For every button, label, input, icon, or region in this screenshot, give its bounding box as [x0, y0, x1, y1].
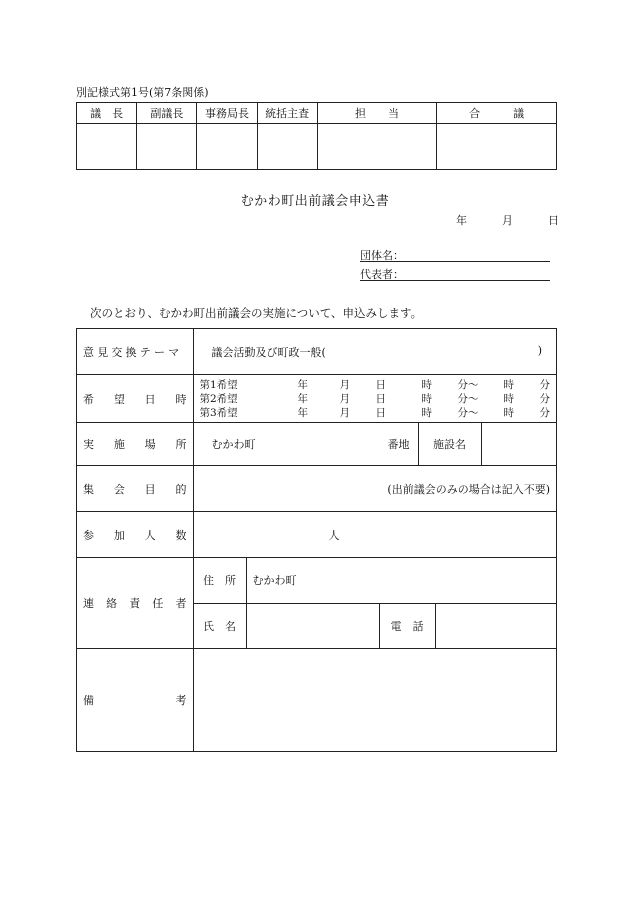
place-banchi-cell	[380, 423, 419, 465]
approval-header: 合 議	[437, 103, 557, 124]
theme-value: 議会活動及び町政一般(	[211, 345, 326, 359]
facility-label-cell	[418, 423, 481, 465]
participants-label-char: 人	[144, 528, 156, 542]
theme-label-cell	[77, 329, 194, 375]
remarks-label-char: 考	[175, 694, 187, 707]
participants-label-char: 数	[175, 528, 187, 542]
theme-label: 意見交換テーマ	[83, 345, 183, 359]
contact-name-field[interactable]	[246, 603, 379, 648]
phone-label: 電 話	[390, 619, 424, 633]
date-option-name: 第2希望	[199, 392, 238, 405]
unit-hour: 時	[421, 406, 432, 419]
approval-stamp-box[interactable]	[137, 124, 197, 170]
page-title: むかわ町出前議会申込書	[240, 194, 390, 209]
address-field[interactable]	[246, 558, 556, 603]
place-town: むかわ町	[211, 438, 256, 451]
purpose-label-cell	[77, 466, 194, 512]
approval-header: 副議長	[137, 103, 197, 124]
unit-year: 年	[297, 406, 308, 419]
address-value: むかわ町	[252, 574, 297, 588]
approval-stamp-box[interactable]	[317, 124, 437, 170]
unit-minute: 分	[539, 406, 550, 419]
contact-label-char: 任	[152, 597, 164, 610]
unit-month: 月	[339, 406, 350, 419]
representative-field[interactable]	[360, 266, 550, 281]
date-day-label: 日	[548, 214, 559, 227]
date-option-row[interactable]	[194, 378, 557, 392]
group-name-field[interactable]	[360, 247, 550, 262]
place-label-char: 施	[113, 438, 125, 451]
purpose-note: (出前議会のみの場合は記入不要)	[387, 482, 550, 496]
contact-label-char: 責	[129, 597, 141, 610]
approval-stamp-box[interactable]	[197, 124, 257, 170]
theme-value-cell[interactable]	[193, 329, 557, 375]
unit-day: 日	[375, 378, 386, 391]
dates-label-char: 時	[175, 392, 187, 406]
approval-header: 議 長	[77, 103, 137, 124]
approval-header: 担 当	[317, 103, 437, 124]
approval-stamp-box[interactable]	[77, 124, 137, 170]
unit-minute: 分	[539, 392, 550, 405]
place-label-char: 実	[83, 438, 94, 451]
address-label: 住 所	[203, 574, 236, 588]
contact-label-char: 者	[175, 597, 187, 610]
unit-hour: 時	[421, 392, 432, 405]
approval-header: 事務局長	[197, 103, 257, 124]
place-label-char: 場	[144, 438, 156, 451]
dates-label-char: 望	[113, 392, 125, 406]
unit-hour: 時	[421, 378, 432, 391]
place-banchi-label: 番地	[387, 438, 410, 451]
unit-month: 月	[339, 392, 350, 405]
date-option-name: 第3希望	[199, 406, 238, 419]
place-value-cell	[193, 423, 557, 466]
application-table	[76, 328, 557, 752]
address-label-cell	[194, 558, 247, 603]
approval-header: 統括主査	[257, 103, 317, 124]
participants-label-char: 参	[83, 528, 94, 542]
participants-unit: 人	[328, 528, 340, 542]
form-reference: 別記様式第1号(第7条関係)	[76, 86, 209, 99]
dates-label-char: 希	[83, 392, 94, 406]
unit-minute: 分	[539, 378, 550, 391]
name-label-cell	[194, 603, 247, 648]
unit-day: 日	[375, 392, 386, 405]
place-address-field[interactable]	[194, 423, 380, 465]
theme-close: )	[537, 343, 542, 357]
dates-label-cell	[77, 375, 194, 423]
participants-value-cell[interactable]	[193, 512, 557, 558]
unit-minute-to: 分〜	[457, 378, 479, 391]
date-line	[456, 212, 559, 228]
purpose-value-cell[interactable]	[193, 466, 557, 512]
contact-label-cell	[77, 558, 194, 649]
phone-field[interactable]	[435, 603, 556, 648]
approval-stamp-box[interactable]	[437, 124, 557, 170]
dates-value-cell[interactable]	[193, 375, 557, 423]
phone-label-cell	[379, 603, 435, 648]
unit-year: 年	[297, 378, 308, 391]
unit-hour: 時	[503, 378, 514, 391]
date-option-name: 第1希望	[199, 378, 238, 391]
name-label: 氏 名	[203, 619, 236, 633]
unit-minute-to: 分〜	[457, 392, 479, 405]
unit-hour: 時	[503, 392, 514, 405]
contact-label-char: 連	[83, 597, 94, 610]
facility-name-field[interactable]	[481, 423, 556, 465]
facility-label: 施設名	[433, 438, 466, 451]
purpose-label-char: 集	[83, 482, 94, 496]
purpose-label-char: 的	[175, 482, 187, 496]
participants-label-char: 加	[113, 528, 125, 542]
unit-day: 日	[375, 406, 386, 419]
remarks-label-char: 備	[83, 694, 94, 707]
date-year-label: 年	[456, 214, 467, 227]
unit-minute-to: 分〜	[457, 406, 479, 419]
representative-label: 代表者：	[360, 268, 404, 281]
group-name-label: 団体名：	[360, 249, 404, 262]
approval-stamp-box[interactable]	[257, 124, 317, 170]
purpose-label-char: 会	[113, 482, 125, 496]
date-option-row[interactable]	[194, 406, 557, 420]
approval-table	[76, 102, 557, 170]
contact-value-cell	[193, 558, 557, 649]
intro-text: 次のとおり、むかわ町出前議会の実施について、申込みします。	[90, 306, 423, 320]
place-label-cell	[77, 423, 194, 466]
unit-month: 月	[339, 378, 350, 391]
date-option-row[interactable]	[194, 392, 557, 406]
unit-year: 年	[297, 392, 308, 405]
date-month-label: 月	[502, 214, 513, 227]
remarks-label-cell	[77, 649, 194, 752]
dates-label-char: 日	[144, 392, 156, 406]
place-label-char: 所	[175, 438, 187, 451]
purpose-label-char: 目	[144, 482, 156, 496]
unit-hour: 時	[503, 406, 514, 419]
participants-label-cell	[77, 512, 194, 558]
remarks-field[interactable]	[193, 649, 557, 752]
contact-label-char: 絡	[106, 597, 118, 610]
